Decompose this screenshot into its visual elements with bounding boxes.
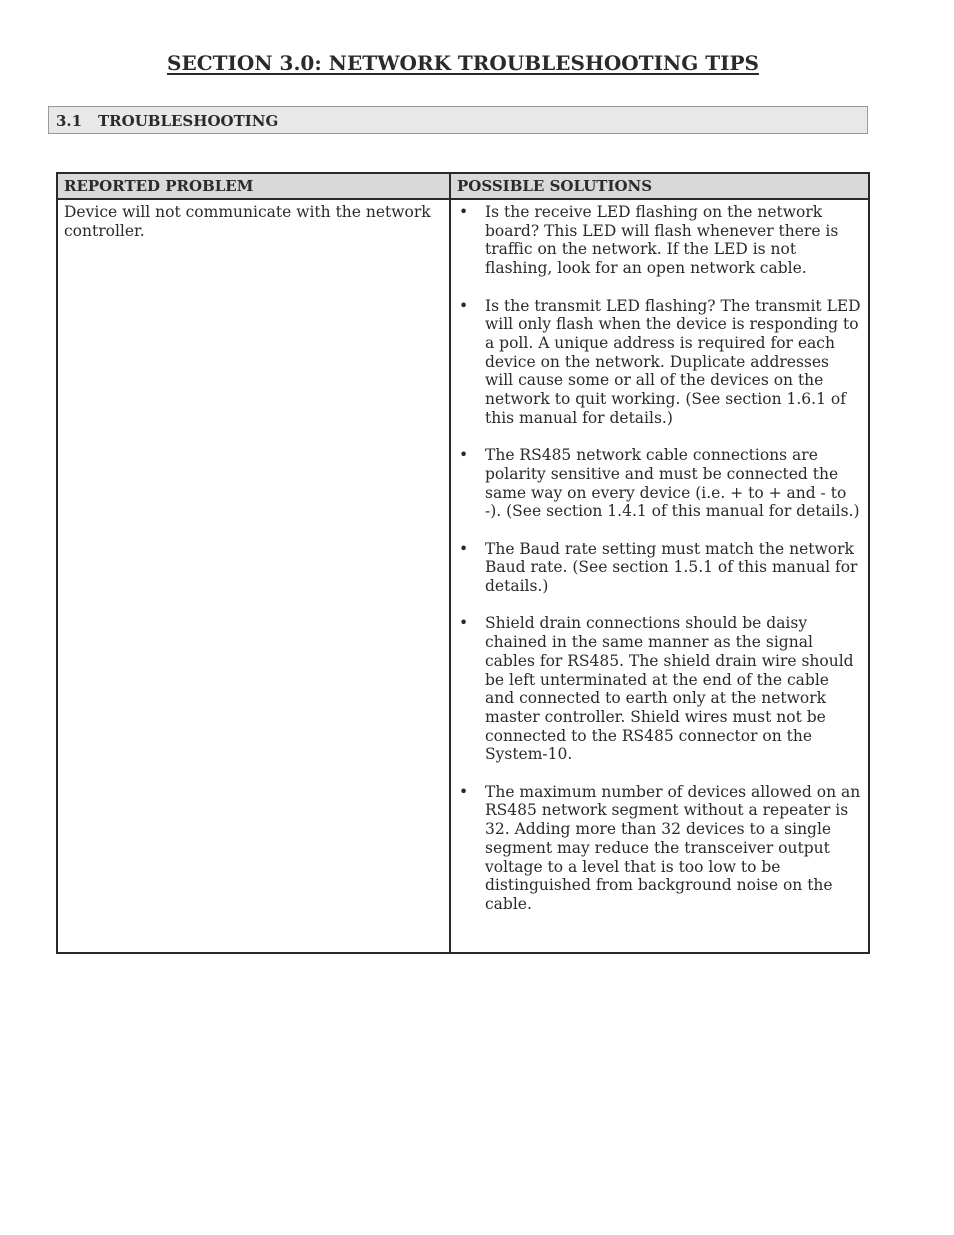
subsection-header bbox=[48, 106, 868, 134]
reported-problem-cell: Device will not communicate with the network controller. bbox=[57, 199, 450, 953]
solution-text: Is the transmit LED flashing? The transmit LED will only flash when the device is responding to a poll. A unique address is required for each device on the network. Duplicate addresses will cause some or all of the devices on the network to quit working. (See section 1.6.1 of this manual for details.) bbox=[485, 296, 861, 427]
bullet-icon: • bbox=[459, 614, 469, 633]
bullet-icon: • bbox=[459, 782, 469, 801]
subsection-title: TROUBLESHOOTING bbox=[98, 112, 279, 130]
solutions-list bbox=[457, 203, 862, 914]
solution-text: The RS485 network cable connections are polarity sensitive and must be connected the same way on every device (i.e. + to + and - to -). (See section 1.4.1 of this manual for details.) bbox=[485, 446, 860, 521]
page-title: SECTION 3.0: NETWORK TROUBLESHOOTING TIPS bbox=[167, 51, 759, 75]
solution-item bbox=[457, 203, 862, 278]
bullet-icon: • bbox=[459, 296, 469, 315]
solution-item bbox=[457, 783, 862, 914]
subsection-number: 3.1 bbox=[56, 112, 83, 130]
solution-text: Is the receive LED flashing on the network board? This LED will flash whenever there is traffic on the network. If the LED is not flashing, look for an open network cable. bbox=[485, 203, 839, 278]
possible-solutions-cell bbox=[450, 199, 869, 953]
bullet-icon: • bbox=[459, 203, 469, 221]
solution-item bbox=[457, 614, 862, 764]
solution-item bbox=[457, 540, 862, 596]
solution-item bbox=[457, 297, 862, 428]
column-header-possible-solutions: POSSIBLE SOLUTIONS bbox=[450, 173, 869, 199]
table-row bbox=[57, 199, 869, 953]
column-header-reported-problem: REPORTED PROBLEM bbox=[57, 173, 450, 199]
solution-text: The Baud rate setting must match the network Baud rate. (See section 1.5.1 of this manual for details.) bbox=[485, 539, 858, 596]
bullet-icon: • bbox=[459, 446, 469, 465]
solution-text: Shield drain connections should be daisy chained in the same manner as the signal cables for RS485. The shield drain wire should be left unterminated at the end of the cable and connected to earth only at the network master controller. Shield wires must not be connected to the RS485 connector on the System-10. bbox=[485, 614, 854, 764]
solution-item bbox=[457, 446, 862, 521]
bullet-icon: • bbox=[459, 539, 469, 558]
table-header-row bbox=[57, 173, 869, 199]
solution-text: The maximum number of devices allowed on an RS485 network segment without a repeater is 32. Adding more than 32 devices to a single segment may reduce the transceiver output voltage to a level that is too low to be distinguished from background noise on the cable. bbox=[485, 782, 861, 913]
troubleshooting-table bbox=[56, 172, 870, 954]
